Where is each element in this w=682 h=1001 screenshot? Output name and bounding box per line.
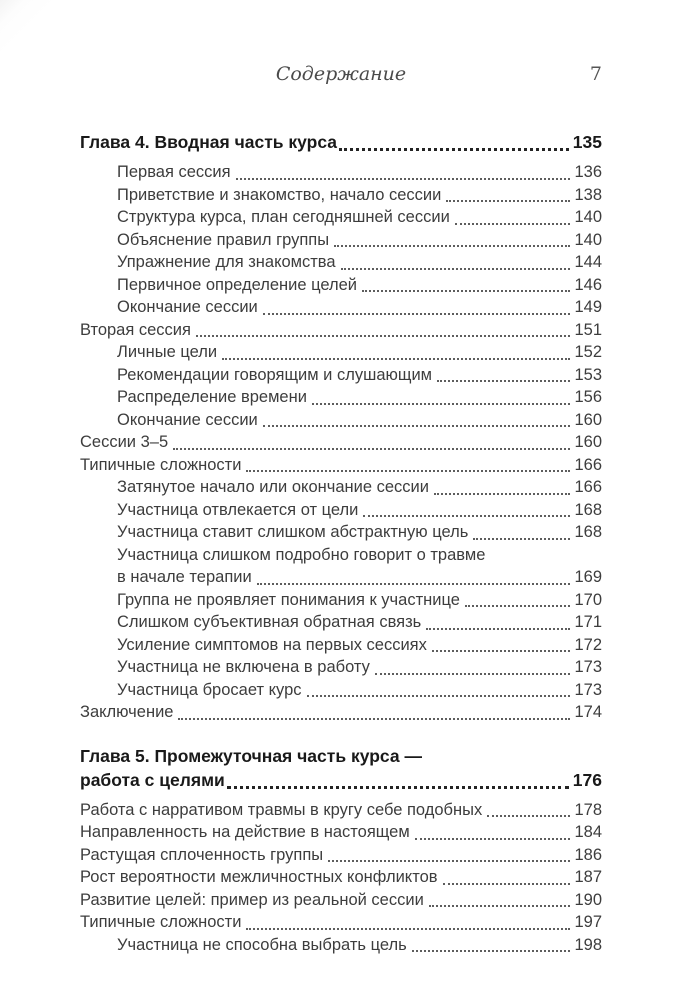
dot-leader: [341, 251, 571, 274]
dot-leader: [328, 844, 570, 867]
toc-entry: [80, 889, 602, 912]
toc-page-number: 187: [574, 868, 602, 886]
toc-chapter-entry: [80, 744, 602, 792]
dot-leader: [222, 341, 570, 364]
toc-entry: [80, 821, 602, 844]
toc-entry-label: Упражнение для знакомства: [117, 253, 336, 271]
toc-entry-label: Распределение времени: [117, 388, 307, 406]
dot-leader: [263, 409, 571, 432]
toc-entry: [80, 679, 602, 702]
toc-page-number: 140: [574, 230, 602, 249]
toc-entry-label: Окончание сессии: [117, 410, 258, 429]
toc-entry-label: Направленность на действие в настоящем: [80, 823, 410, 841]
toc-entry: [80, 431, 602, 454]
toc-entry: [80, 229, 602, 252]
running-header: [80, 0, 602, 90]
toc-entry-label: Типичные сложности: [80, 455, 242, 474]
toc-page-number: 144: [574, 253, 602, 271]
toc-page-number: 184: [574, 823, 602, 841]
toc-page-number: 197: [574, 913, 602, 931]
dot-leader: [246, 911, 570, 934]
dot-leader: [363, 499, 570, 522]
toc-entry-label: Заключение: [80, 703, 174, 721]
toc-entry: [80, 934, 602, 957]
dot-leader: [178, 701, 570, 724]
toc-entry-label: Сессии 3–5: [80, 433, 169, 451]
toc-page-number: 174: [574, 703, 602, 721]
toc-page-number: 140: [574, 208, 602, 226]
toc-page-number: 146: [574, 275, 602, 294]
dot-leader: [487, 799, 570, 822]
toc-entry-label: Типичные сложности: [80, 913, 242, 931]
dot-leader: [196, 319, 571, 342]
toc-entry: [80, 206, 602, 229]
toc-page-number: 136: [574, 163, 602, 181]
toc-entry: [80, 866, 602, 889]
toc-entry: [80, 409, 602, 432]
toc-entry-label: Работа с нарративом травмы в кругу себе подобных: [80, 800, 483, 819]
toc-page-number: 169: [574, 568, 602, 586]
toc-page-number: 176: [572, 769, 602, 790]
dot-leader: [257, 566, 571, 589]
toc-entry-label: Структура курса, план сегодняшней сессии: [117, 208, 450, 226]
toc-entry: [80, 634, 602, 657]
toc-page-number: 170: [574, 590, 602, 609]
dot-leader: [334, 229, 570, 252]
toc-page-number: 152: [574, 343, 602, 361]
dot-leader: [434, 476, 571, 499]
toc-page-number: 166: [574, 455, 602, 474]
toc-entry: [80, 274, 602, 297]
dot-leader: [415, 821, 571, 844]
dot-leader: [312, 386, 571, 409]
toc-entry: [80, 611, 602, 634]
dot-leader: [429, 889, 571, 912]
dot-leader: [227, 768, 569, 792]
toc-entry: [80, 476, 602, 499]
toc-entry: [80, 161, 602, 184]
toc-entry-label: Участница не способна выбрать цель: [117, 935, 407, 954]
toc-entry-label: Участница не включена в работу: [117, 658, 370, 676]
toc-entry-label: Усиление симптомов на первых сессиях: [117, 635, 427, 654]
toc-entry-label: Участница отвлекается от цели: [117, 500, 359, 519]
toc-entry: [80, 364, 602, 387]
dot-leader: [236, 161, 571, 184]
toc-entry: [80, 184, 602, 207]
toc-entry: [80, 589, 602, 612]
toc-page-number: 138: [574, 185, 602, 204]
toc-entry-label: Участница бросает курс: [117, 680, 302, 699]
toc-page-number: 173: [574, 658, 602, 676]
toc-entry-label: Глава 4. Вводная часть курса: [80, 132, 338, 152]
toc-entry: [80, 844, 602, 867]
toc-entry-label: Участница ставит слишком абстрактную цель: [117, 523, 469, 541]
toc-entry-label: Приветствие и знакомство, начало сессии: [117, 185, 442, 204]
dot-leader: [339, 130, 569, 154]
page-number: 7: [589, 63, 602, 85]
toc-entry-label: Слишком субъективная обратная связь: [117, 613, 422, 631]
toc-page-number: 198: [574, 935, 602, 954]
toc-entry-label: Развитие целей: пример из реальной сессии: [80, 890, 424, 909]
page-title: Содержание: [275, 63, 407, 85]
toc-entry: [80, 911, 602, 934]
dot-leader: [446, 184, 570, 207]
toc-entry-label: Растущая сплоченность группы: [80, 845, 324, 864]
toc-page-number: 168: [574, 523, 602, 541]
dot-leader: [362, 274, 570, 297]
dot-leader: [412, 934, 571, 957]
toc-entry-label: Первичное определение целей: [117, 275, 358, 294]
dot-leader: [375, 656, 571, 679]
toc-list: [80, 130, 602, 956]
dot-leader: [432, 634, 571, 657]
toc-entry-label: Группа не проявляет понимания к участнице: [117, 590, 460, 609]
dot-leader: [307, 679, 571, 702]
toc-entry-label: в начале терапии: [117, 568, 252, 586]
dot-leader: [465, 589, 571, 612]
toc-entry-label: Затянутое начало или окончание сессии: [117, 478, 429, 496]
toc-entry: [80, 319, 602, 342]
toc-page-number: 190: [574, 890, 602, 909]
toc-entry-label: Участница слишком подробно говорит о травме: [117, 545, 486, 564]
toc-entry: [80, 499, 602, 522]
toc-entry-label: Первая сессия: [117, 163, 231, 181]
toc-entry-label: Объяснение правил группы: [117, 230, 330, 249]
toc-page-number: 149: [574, 298, 602, 316]
toc-page-number: 166: [574, 478, 602, 496]
toc-entry: [80, 521, 602, 544]
toc-entry: [80, 251, 602, 274]
toc-entry-label: работа с целями: [80, 769, 225, 790]
toc-entry-label: Рост вероятности межличностных конфликтов: [80, 868, 438, 886]
toc-entry-label: Глава 5. Промежуточная часть курса —: [80, 745, 422, 766]
toc-entry-label: Окончание сессии: [117, 298, 258, 316]
toc-entry: [80, 544, 602, 589]
toc-page-number: 186: [574, 845, 602, 864]
toc-entry: [80, 296, 602, 319]
toc-page-number: 156: [574, 388, 602, 406]
dot-leader: [473, 521, 570, 544]
toc-entry: [80, 341, 602, 364]
toc-entry-label: Вторая сессия: [80, 320, 191, 339]
toc-entry: [80, 386, 602, 409]
toc-entry: [80, 701, 602, 724]
toc-page-number: 171: [574, 613, 602, 631]
dot-leader: [455, 206, 571, 229]
toc-page-number: 173: [574, 680, 602, 699]
toc-page-number: 160: [574, 410, 602, 429]
toc-page-number: 172: [574, 635, 602, 654]
toc-page-number: 168: [574, 500, 602, 519]
toc-entry: [80, 454, 602, 477]
dot-leader: [443, 866, 571, 889]
dot-leader: [263, 296, 571, 319]
toc-page-number: 178: [574, 800, 602, 819]
toc-page-number: 135: [572, 132, 602, 152]
toc-page-number: 151: [574, 320, 602, 339]
toc-entry: [80, 799, 602, 822]
toc-chapter-entry: [80, 130, 602, 154]
toc-page-number: 153: [574, 365, 602, 384]
dot-leader: [246, 454, 570, 477]
dot-leader: [173, 431, 570, 454]
dot-leader: [437, 364, 570, 387]
toc-entry-label: Рекомендации говорящим и слушающим: [117, 365, 433, 384]
toc-entry-label: Личные цели: [117, 343, 218, 361]
toc-entry: [80, 656, 602, 679]
dot-leader: [426, 611, 570, 634]
toc-page-number: 160: [574, 433, 602, 451]
